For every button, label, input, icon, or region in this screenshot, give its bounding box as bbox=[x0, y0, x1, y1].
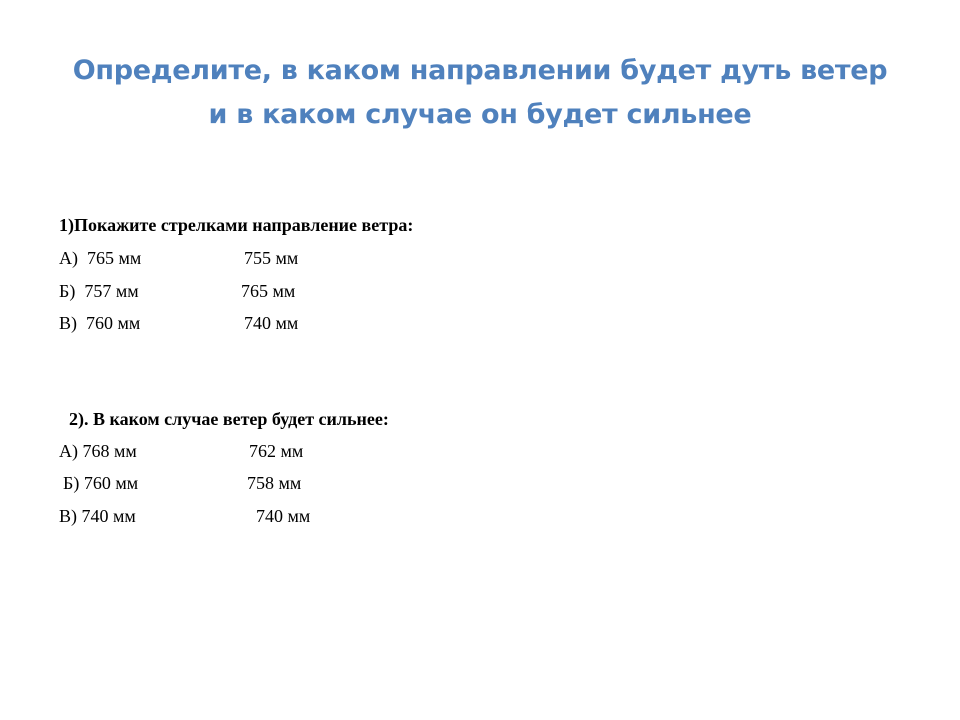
question-1-row-c-right: 740 мм bbox=[244, 313, 299, 333]
question-2-row-c-right: 740 мм bbox=[256, 506, 311, 526]
question-1-heading: 1)Покажите стрелками направление ветра: bbox=[59, 215, 414, 235]
slide-title bbox=[0, 49, 960, 137]
question-2-row-a-left: А) 768 мм bbox=[59, 441, 137, 461]
question-1-row-c-left: В) 760 мм bbox=[59, 313, 141, 333]
question-1-row-b-left: Б) 757 мм bbox=[59, 281, 139, 301]
question-2-row-a-right: 762 мм bbox=[249, 441, 304, 461]
title-line-2: и в каком случае он будет сильнее bbox=[208, 99, 752, 130]
question-2-row-b-right: 758 мм bbox=[247, 473, 302, 493]
question-2-row-c-left: В) 740 мм bbox=[59, 506, 136, 526]
question-2-heading: 2). В каком случае ветер будет сильнее: bbox=[69, 409, 389, 429]
question-2-row-b-left: Б) 760 мм bbox=[63, 473, 139, 493]
question-1-row-b-right: 765 мм bbox=[241, 281, 296, 301]
question-1-row-a-right: 755 мм bbox=[244, 248, 299, 268]
question-1-row-a-left: А) 765 мм bbox=[59, 248, 142, 268]
title-line-1: Определите, в каком направлении будет дуть ветер bbox=[72, 55, 888, 86]
